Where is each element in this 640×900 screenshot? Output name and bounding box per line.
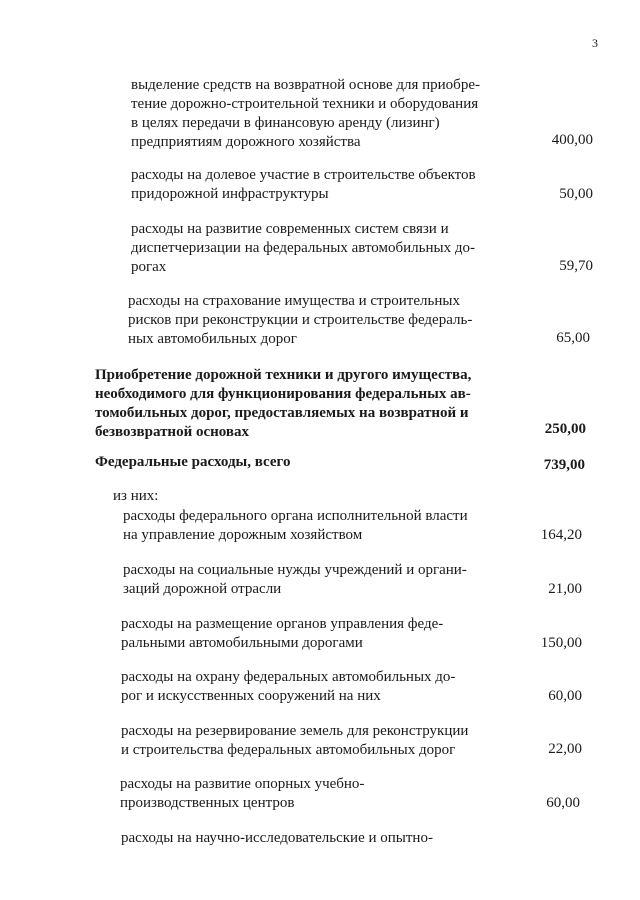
item-amount: 164,20 bbox=[540, 527, 582, 543]
item-text-line: заций дорожной отрасли bbox=[123, 581, 282, 597]
item-amount: 50,00 bbox=[559, 186, 593, 202]
item-text-line: рисков при реконструкции и строительстве федераль- bbox=[128, 312, 473, 328]
item-text-line: ных автомобильных дорог bbox=[128, 331, 297, 347]
section-heading-line: безвозвратной основах bbox=[95, 424, 249, 440]
item-text-line: расходы на охрану федеральных автомобильных до- bbox=[121, 669, 456, 685]
item-text-line: из них: bbox=[113, 488, 159, 504]
item-text-line: расходы на размещение органов управления феде- bbox=[121, 616, 444, 632]
item-amount: 22,00 bbox=[548, 741, 582, 757]
page-number: 3 bbox=[592, 36, 598, 50]
item-amount: 60,00 bbox=[546, 795, 580, 811]
item-text-line: ральными автомобильными дорогами bbox=[121, 635, 363, 651]
section-total-amount: 250,00 bbox=[544, 421, 586, 437]
item-text-line: расходы федерального органа исполнительной власти bbox=[123, 508, 468, 524]
item-text-line: расходы на страхование имущества и строительных bbox=[128, 293, 460, 309]
section-total-amount: 739,00 bbox=[543, 457, 585, 473]
item-text-line: расходы на социальные нужды учреждений и органи- bbox=[123, 562, 467, 578]
item-text-line: расходы на развитие современных систем связи и bbox=[131, 221, 449, 237]
item-text-line: в целях передачи в финансовую аренду (лизинг) bbox=[131, 115, 440, 131]
item-text-line: предприятиям дорожного хозяйства bbox=[131, 134, 361, 150]
item-text-line: рог и искусственных сооружений на них bbox=[121, 688, 381, 704]
item-amount: 59,70 bbox=[559, 258, 593, 274]
section-heading-line: Приобретение дорожной техники и другого имущества, bbox=[95, 367, 472, 383]
item-text-line: на управление дорожным хозяйством bbox=[123, 527, 363, 543]
item-amount: 21,00 bbox=[548, 581, 582, 597]
item-amount: 60,00 bbox=[548, 688, 582, 704]
section-heading-line: томобильных дорог, предоставляемых на возвратной и bbox=[95, 405, 469, 421]
item-amount: 400,00 bbox=[551, 132, 593, 148]
item-text-line: расходы на резервирование земель для реконструкции bbox=[121, 723, 469, 739]
item-amount: 150,00 bbox=[540, 635, 582, 651]
item-text-line: диспетчеризации на федеральных автомобильных до- bbox=[131, 240, 475, 256]
item-text-line: производственных центров bbox=[120, 795, 295, 811]
item-text-line: расходы на долевое участие в строительстве объектов bbox=[131, 167, 476, 183]
item-text-line: расходы на развитие опорных учебно- bbox=[120, 776, 365, 792]
section-heading-line: Федеральные расходы, всего bbox=[95, 454, 291, 470]
item-text-line: придорожной инфраструктуры bbox=[131, 186, 329, 202]
item-text-line: рогах bbox=[131, 259, 167, 275]
section-heading-line: необходимого для функционирования федеральных ав- bbox=[95, 386, 471, 402]
item-text-line: расходы на научно-исследовательские и опытно- bbox=[121, 830, 433, 846]
item-text-line: тение дорожно-строительной техники и оборудования bbox=[131, 96, 479, 112]
item-text-line: и строительства федеральных автомобильных дорог bbox=[121, 742, 456, 758]
item-amount: 65,00 bbox=[556, 330, 590, 346]
item-text-line: выделение средств на возвратной основе для приобре- bbox=[131, 77, 480, 93]
